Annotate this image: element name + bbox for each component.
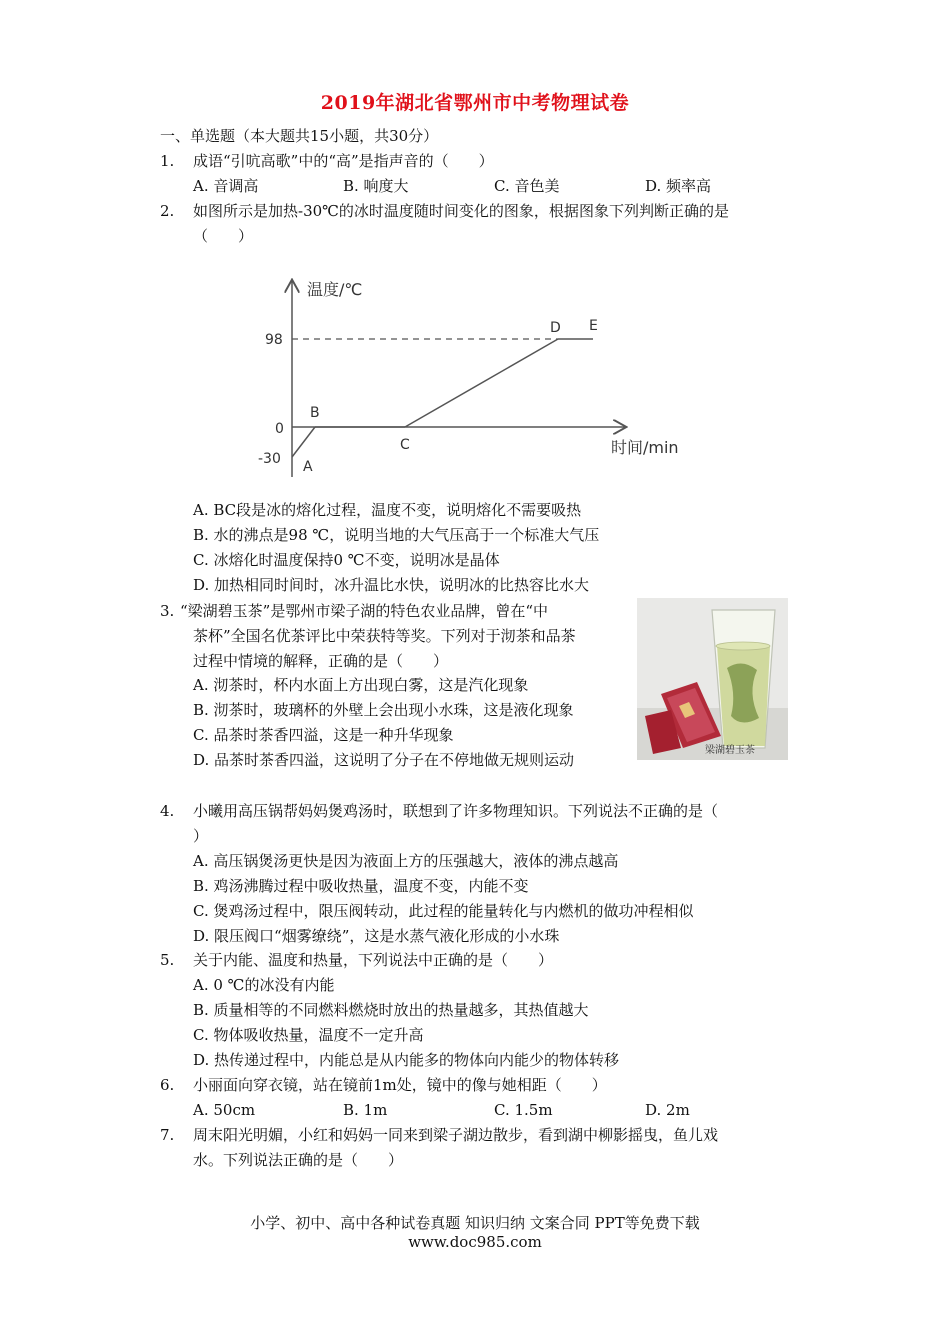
segment-ab bbox=[292, 427, 315, 457]
option-d: D. 2m bbox=[645, 1101, 690, 1119]
question-text: 小丽面向穿衣镜，站在镜前1m处，镜中的像与她相距（ ） bbox=[193, 1076, 607, 1094]
option-c: C. 煲鸡汤过程中，限压阀转动，此过程的能量转化与内燃机的做功冲程相似 bbox=[193, 902, 694, 920]
option-d: D. 品茶时茶香四溢，这说明了分子在不停地做无规则运动 bbox=[193, 751, 575, 769]
question-number: 7. bbox=[160, 1126, 175, 1144]
option-c: C. 冰熔化时温度保持0 ℃不变，说明冰是晶体 bbox=[193, 551, 500, 569]
question-text: 水。下列说法正确的是（ ） bbox=[193, 1151, 404, 1169]
question-text: 如图所示是加热-30℃的冰时温度随时间变化的图象，根据图象下列判断正确的是 bbox=[193, 202, 729, 220]
option-b: B. 沏茶时，玻璃杯的外壁上会出现小水珠，这是液化现象 bbox=[193, 701, 574, 719]
option-d: D. 热传递过程中，内能总是从内能多的物体向内能少的物体转移 bbox=[193, 1051, 620, 1069]
question-number: 5. bbox=[160, 951, 175, 969]
option-a: A. 50cm bbox=[193, 1101, 256, 1119]
option-b: B. 水的沸点是98 ℃，说明当地的大气压高于一个标准大气压 bbox=[193, 526, 600, 544]
question-text: 茶杯”全国名优茶评比中荣获特等奖。下列对于沏茶和品茶 bbox=[193, 627, 576, 645]
point-label-b: B bbox=[310, 405, 320, 421]
option-c: C. 音色美 bbox=[494, 177, 560, 195]
question-text: 小曦用高压锅帮妈妈煲鸡汤时，联想到了许多物理知识。下列说法不正确的是（ bbox=[193, 802, 719, 820]
option-c: C. 1.5m bbox=[494, 1101, 553, 1119]
y-tick-minus-30: -30 bbox=[258, 451, 281, 467]
x-axis-label: 时间/min bbox=[611, 438, 679, 457]
footer-website-link[interactable]: www.doc985.com bbox=[408, 1233, 542, 1251]
point-label-a: A bbox=[303, 459, 313, 475]
option-a: A. 沏茶时，杯内水面上方出现白雾，这是汽化现象 bbox=[193, 676, 529, 694]
option-b: B. 质量相等的不同燃料燃烧时放出的热量越多，其热值越大 bbox=[193, 1001, 589, 1019]
option-a: A. 音调高 bbox=[193, 177, 259, 195]
option-b: B. 1m bbox=[343, 1101, 388, 1119]
option-c: C. 物体吸收热量，温度不一定升高 bbox=[193, 1026, 424, 1044]
question-number: 2. bbox=[160, 202, 175, 220]
y-axis-label: 温度/℃ bbox=[307, 280, 363, 299]
photo-caption: 梁湖碧玉茶 bbox=[705, 745, 755, 756]
question-text: 关于内能、温度和热量，下列说法中正确的是（ ） bbox=[193, 951, 554, 969]
question-text: ） bbox=[193, 827, 209, 845]
question-text: “梁湖碧玉茶”是鄂州市梁子湖的特色农业品牌，曾在“中 bbox=[180, 602, 549, 620]
temperature-time-graph bbox=[255, 275, 695, 485]
segment-cd bbox=[405, 339, 558, 427]
question-number: 6. bbox=[160, 1076, 175, 1094]
question-number: 1. bbox=[160, 152, 175, 170]
question-text: （ ） bbox=[193, 227, 254, 245]
option-d: D. 加热相同时间时，冰升温比水快，说明冰的比热容比水大 bbox=[193, 576, 590, 594]
section-heading: 一、单选题（本大题共15小题，共30分） bbox=[160, 127, 439, 145]
question-text: 成语“引吭高歌”中的“高”是指声音的（ ） bbox=[193, 152, 494, 170]
point-label-c: C bbox=[400, 437, 410, 453]
footer-promo-text: 小学、初中、高中各种试卷真题 知识归纳 文案合同 PPT等免费下载 bbox=[250, 1214, 700, 1232]
option-d: D. 频率高 bbox=[645, 177, 712, 195]
exam-title: 2019年湖北省鄂州市中考物理试卷 bbox=[320, 92, 630, 114]
option-d: D. 限压阀口“烟雾缭绕”，这是水蒸气液化形成的小水珠 bbox=[193, 927, 560, 945]
option-a: A. 高压锅煲汤更快是因为液面上方的压强越大，液体的沸点越高 bbox=[193, 852, 619, 870]
point-label-e: E bbox=[589, 318, 598, 334]
question-number: 3. bbox=[160, 602, 175, 620]
option-a: A. 0 ℃的冰没有内能 bbox=[193, 976, 335, 994]
y-tick-0: 0 bbox=[275, 421, 284, 437]
option-b: B. 鸡汤沸腾过程中吸收热量，温度不变，内能不变 bbox=[193, 877, 529, 895]
option-a: A. BC段是冰的熔化过程，温度不变，说明熔化不需要吸热 bbox=[193, 501, 582, 519]
point-label-d: D bbox=[550, 320, 561, 336]
option-c: C. 品茶时茶香四溢，这是一种升华现象 bbox=[193, 726, 454, 744]
option-b: B. 响度大 bbox=[343, 177, 409, 195]
tea-photo bbox=[637, 598, 788, 760]
y-tick-98: 98 bbox=[265, 332, 283, 348]
question-number: 4. bbox=[160, 802, 175, 820]
question-text: 周末阳光明媚，小红和妈妈一同来到梁子湖边散步，看到湖中柳影摇曳，鱼儿戏 bbox=[193, 1126, 719, 1144]
question-text: 过程中情境的解释，正确的是（ ） bbox=[193, 652, 449, 670]
